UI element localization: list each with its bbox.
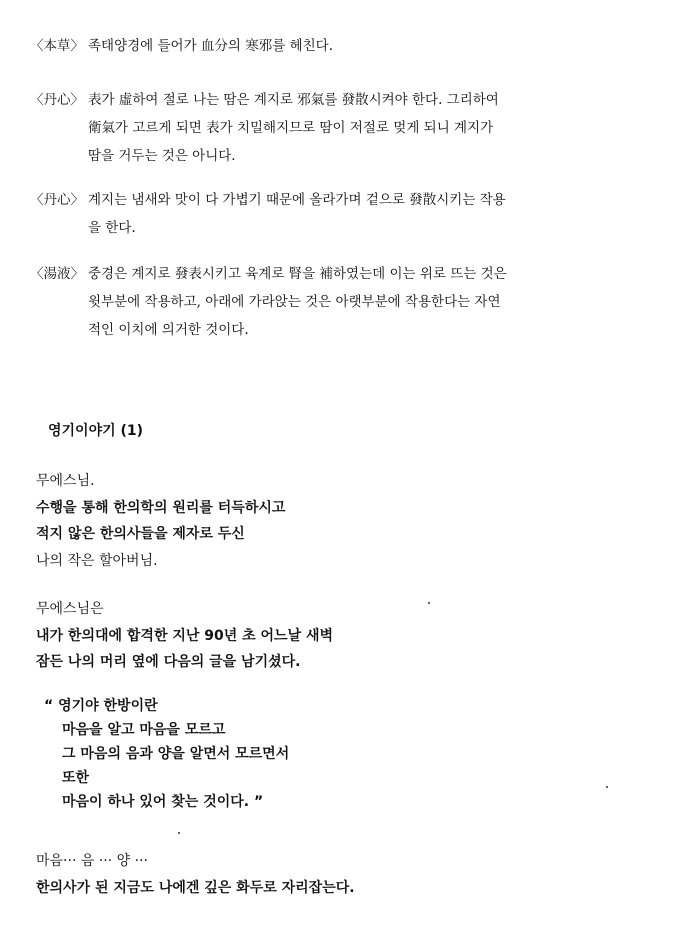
text-line: 땀을 거두는 것은 아니다. bbox=[88, 148, 236, 164]
text-line: 을 한다. bbox=[88, 220, 136, 236]
story-paragraph bbox=[36, 596, 656, 676]
text-line: 적인 이치에 의거한 것이다. bbox=[88, 322, 249, 338]
story-paragraph bbox=[36, 468, 656, 574]
quoted-poem bbox=[44, 694, 664, 814]
text-line: 중경은 계지로 發表시키고 육계로 腎을 補하였는데 이는 위로 뜨는 것은 bbox=[88, 266, 507, 282]
text-line: 내가 한의대에 합격한 지난 90년 초 어느날 새벽 bbox=[36, 627, 334, 644]
source-tag: 〈湯液〉 bbox=[30, 266, 84, 282]
poem-line: 마음을 알고 마음을 모르고 bbox=[62, 722, 226, 738]
text-line: 잠든 나의 머리 옆에 다음의 글을 남기셨다. bbox=[36, 654, 301, 670]
text-line: 족태양경에 들어가 血分의 寒邪를 헤친다. bbox=[88, 38, 333, 54]
text-line: 무에스님. bbox=[36, 473, 95, 489]
text-line: 나의 작은 할아버님. bbox=[36, 552, 158, 569]
source-tag: 〈丹心〉 bbox=[30, 192, 84, 208]
scan-speck bbox=[606, 786, 608, 788]
commentary-entry bbox=[30, 32, 675, 60]
commentary-entry bbox=[30, 186, 675, 242]
commentary-entry bbox=[30, 86, 675, 170]
poem-line: “ 영기야 한방이란 bbox=[44, 698, 158, 714]
text-line: 衛氣가 고르게 되면 表가 치밀해지므로 땀이 저절로 멎게 되니 계지가 bbox=[88, 120, 494, 136]
scan-speck bbox=[178, 832, 180, 834]
text-line: 계지는 냄새와 맛이 다 가볍기 때문에 올라가며 겉으로 發散시키는 작용 bbox=[88, 192, 506, 208]
text-line: 윗부분에 작용하고, 아래에 가라앉는 것은 아랫부분에 작용한다는 자연 bbox=[88, 294, 501, 310]
text-line: 적지 않은 한의사들을 제자로 두신 bbox=[36, 526, 245, 542]
source-tag: 〈本草〉 bbox=[30, 38, 84, 54]
poem-line: 또한 bbox=[62, 770, 90, 786]
commentary-entry bbox=[30, 260, 675, 344]
poem-line: 마음이 하나 있어 찾는 것이다. ” bbox=[62, 794, 264, 810]
text-line: 한의사가 된 지금도 나에겐 깊은 화두로 자리잡는다. bbox=[36, 879, 355, 896]
text-line: 表가 虛하여 절로 나는 땀은 계지로 邪氣를 發散시켜야 한다. 그리하여 bbox=[88, 92, 499, 108]
story-paragraph bbox=[36, 848, 656, 901]
text-line: 수행을 통해 한의학의 원리를 터득하시고 bbox=[36, 499, 286, 516]
text-line: 마음··· 음 ··· 양 ··· bbox=[36, 853, 148, 869]
text-line: 무에스님은 bbox=[36, 601, 104, 617]
scan-speck bbox=[428, 602, 430, 604]
story-heading: 영기이야기 (1) bbox=[48, 423, 144, 439]
poem-line: 그 마음의 음과 양을 알면서 모르면서 bbox=[62, 746, 290, 762]
source-tag: 〈丹心〉 bbox=[30, 92, 84, 108]
